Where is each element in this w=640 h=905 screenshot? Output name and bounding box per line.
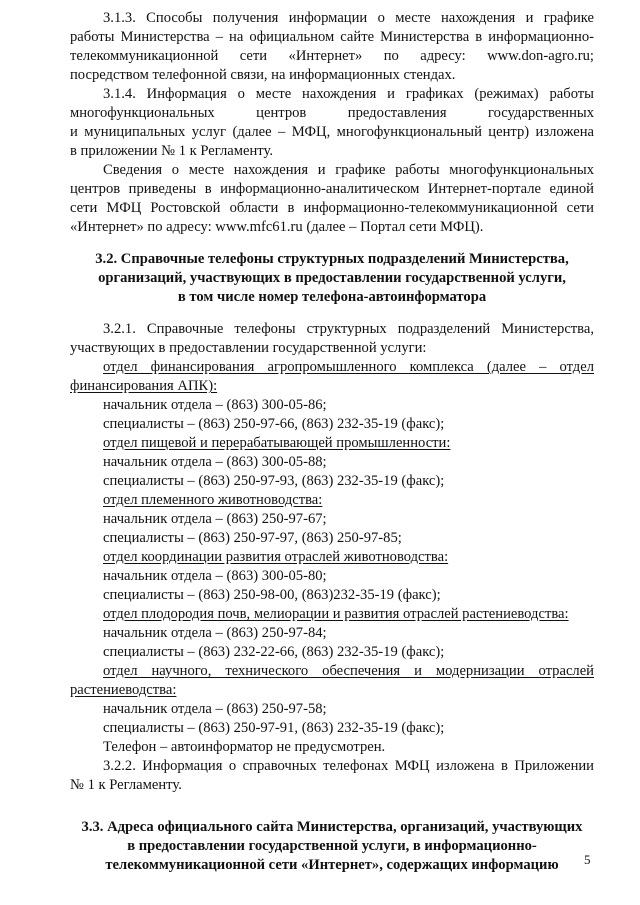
autoinformer-note: Телефон – автоинформатор не предусмотрен. (103, 739, 386, 755)
section-3-3-heading-line-3: телекоммуникационной сети «Интернет», содержащих информацию (105, 857, 559, 873)
p322-line-2: № 1 к Регламенту. (70, 777, 182, 793)
dept-breeding-head: начальник отдела – (863) 250-97-67; (103, 511, 327, 527)
dept-breeding-title: отдел племенного животноводства: (103, 492, 323, 508)
mfc-info-line-3: сети МФЦ Ростовской области в информационно-телекоммуникационной сети (70, 200, 594, 216)
p314-line-4: в приложении № 1 к Регламенту. (70, 143, 273, 159)
dept-apk-title-line-2: финансирования АПК): (70, 378, 218, 394)
p313-line-1: 3.1.3. Способы получения информации о месте нахождения и графике (103, 10, 594, 26)
mfc-info-line-2: центров приведены в информационно-аналитическом Интернет-портале единой (70, 181, 594, 197)
dept-crop-tech-title-line-1: отдел научного, технического обеспечения и модернизации отраслей (103, 663, 594, 679)
dept-apk-specialists: специалисты – (863) 250-97-66, (863) 232-35-19 (факс); (103, 416, 445, 432)
p313-line-3: телекоммуникационной сети «Интернет» по адресу: www.don-agro.ru; (70, 48, 594, 64)
p321-line-1: 3.2.1. Справочные телефоны структурных подразделений Министерства, (103, 321, 594, 337)
mfc-info-line-1: Сведения о месте нахождения и графике работы многофункциональных (103, 162, 594, 178)
section-3-3-heading-line-2: в предоставлении государственной услуги, в информационно- (127, 838, 537, 854)
mfc-info-line-4: «Интернет» по адресу: www.mfc61.ru (далее – Портал сети МФЦ). (70, 219, 484, 235)
p314-line-1: 3.1.4. Информация о месте нахождения и графиках (режимах) работы (103, 86, 594, 102)
page-number: 5 (584, 852, 591, 867)
p321-line-2: участвующих в предоставлении государственной услуги: (70, 340, 427, 356)
dept-crop-tech-specialists: специалисты – (863) 250-97-91, (863) 232-35-19 (факс); (103, 720, 445, 736)
dept-soil-specialists: специалисты – (863) 232-22-66, (863) 232-35-19 (факс); (103, 644, 445, 660)
dept-soil-head: начальник отдела – (863) 250-97-84; (103, 625, 327, 641)
dept-apk-title-line-1: отдел финансирования агропромышленного комплекса (далее – отдел (103, 359, 594, 375)
dept-breeding-specialists: специалисты – (863) 250-97-97, (863) 250-97-85; (103, 530, 402, 546)
dept-livestock-title: отдел координации развития отраслей животноводства: (103, 549, 449, 565)
dept-livestock-head: начальник отдела – (863) 300-05-80; (103, 568, 327, 584)
dept-food-specialists: специалисты – (863) 250-97-93, (863) 232-35-19 (факс); (103, 473, 445, 489)
p313-line-4: посредством телефонной связи, на информационных стендах. (70, 67, 456, 83)
section-3-3-heading-line-1: 3.3. Адреса официального сайта Министерства, организаций, участвующих (81, 819, 583, 835)
p313-line-2: работы Министерства – на официальном сайте Министерства в информационно- (70, 29, 594, 45)
dept-food-head: начальник отдела – (863) 300-05-88; (103, 454, 327, 470)
dept-crop-tech-head: начальник отдела – (863) 250-97-58; (103, 701, 327, 717)
dept-food-title: отдел пищевой и перерабатывающей промышленности: (103, 435, 451, 451)
section-3-2-heading-line-1: 3.2. Справочные телефоны структурных подразделений Министерства, (95, 251, 569, 267)
p314-line-3: и муниципальных услуг (далее – МФЦ, многофункциональный центр) изложена (70, 124, 594, 140)
dept-soil-title: отдел плодородия почв, мелиорации и развития отраслей растениеводства: (103, 606, 569, 622)
p322-line-1: 3.2.2. Информация о справочных телефонах МФЦ изложена в Приложении (103, 758, 594, 774)
section-3-2-heading-line-3: в том числе номер телефона-автоинформатора (177, 289, 487, 305)
dept-apk-head: начальник отдела – (863) 300-05-86; (103, 397, 327, 413)
section-3-2-heading-line-2: организаций, участвующих в предоставлении государственной услуги, (98, 270, 566, 286)
dept-livestock-specialists: специалисты – (863) 250-98-00, (863)232-35-19 (факс); (103, 587, 441, 603)
p314-line-2: многофункциональных центров предоставления государственных (70, 105, 594, 121)
dept-crop-tech-title-line-2: растениеводства: (70, 682, 177, 698)
